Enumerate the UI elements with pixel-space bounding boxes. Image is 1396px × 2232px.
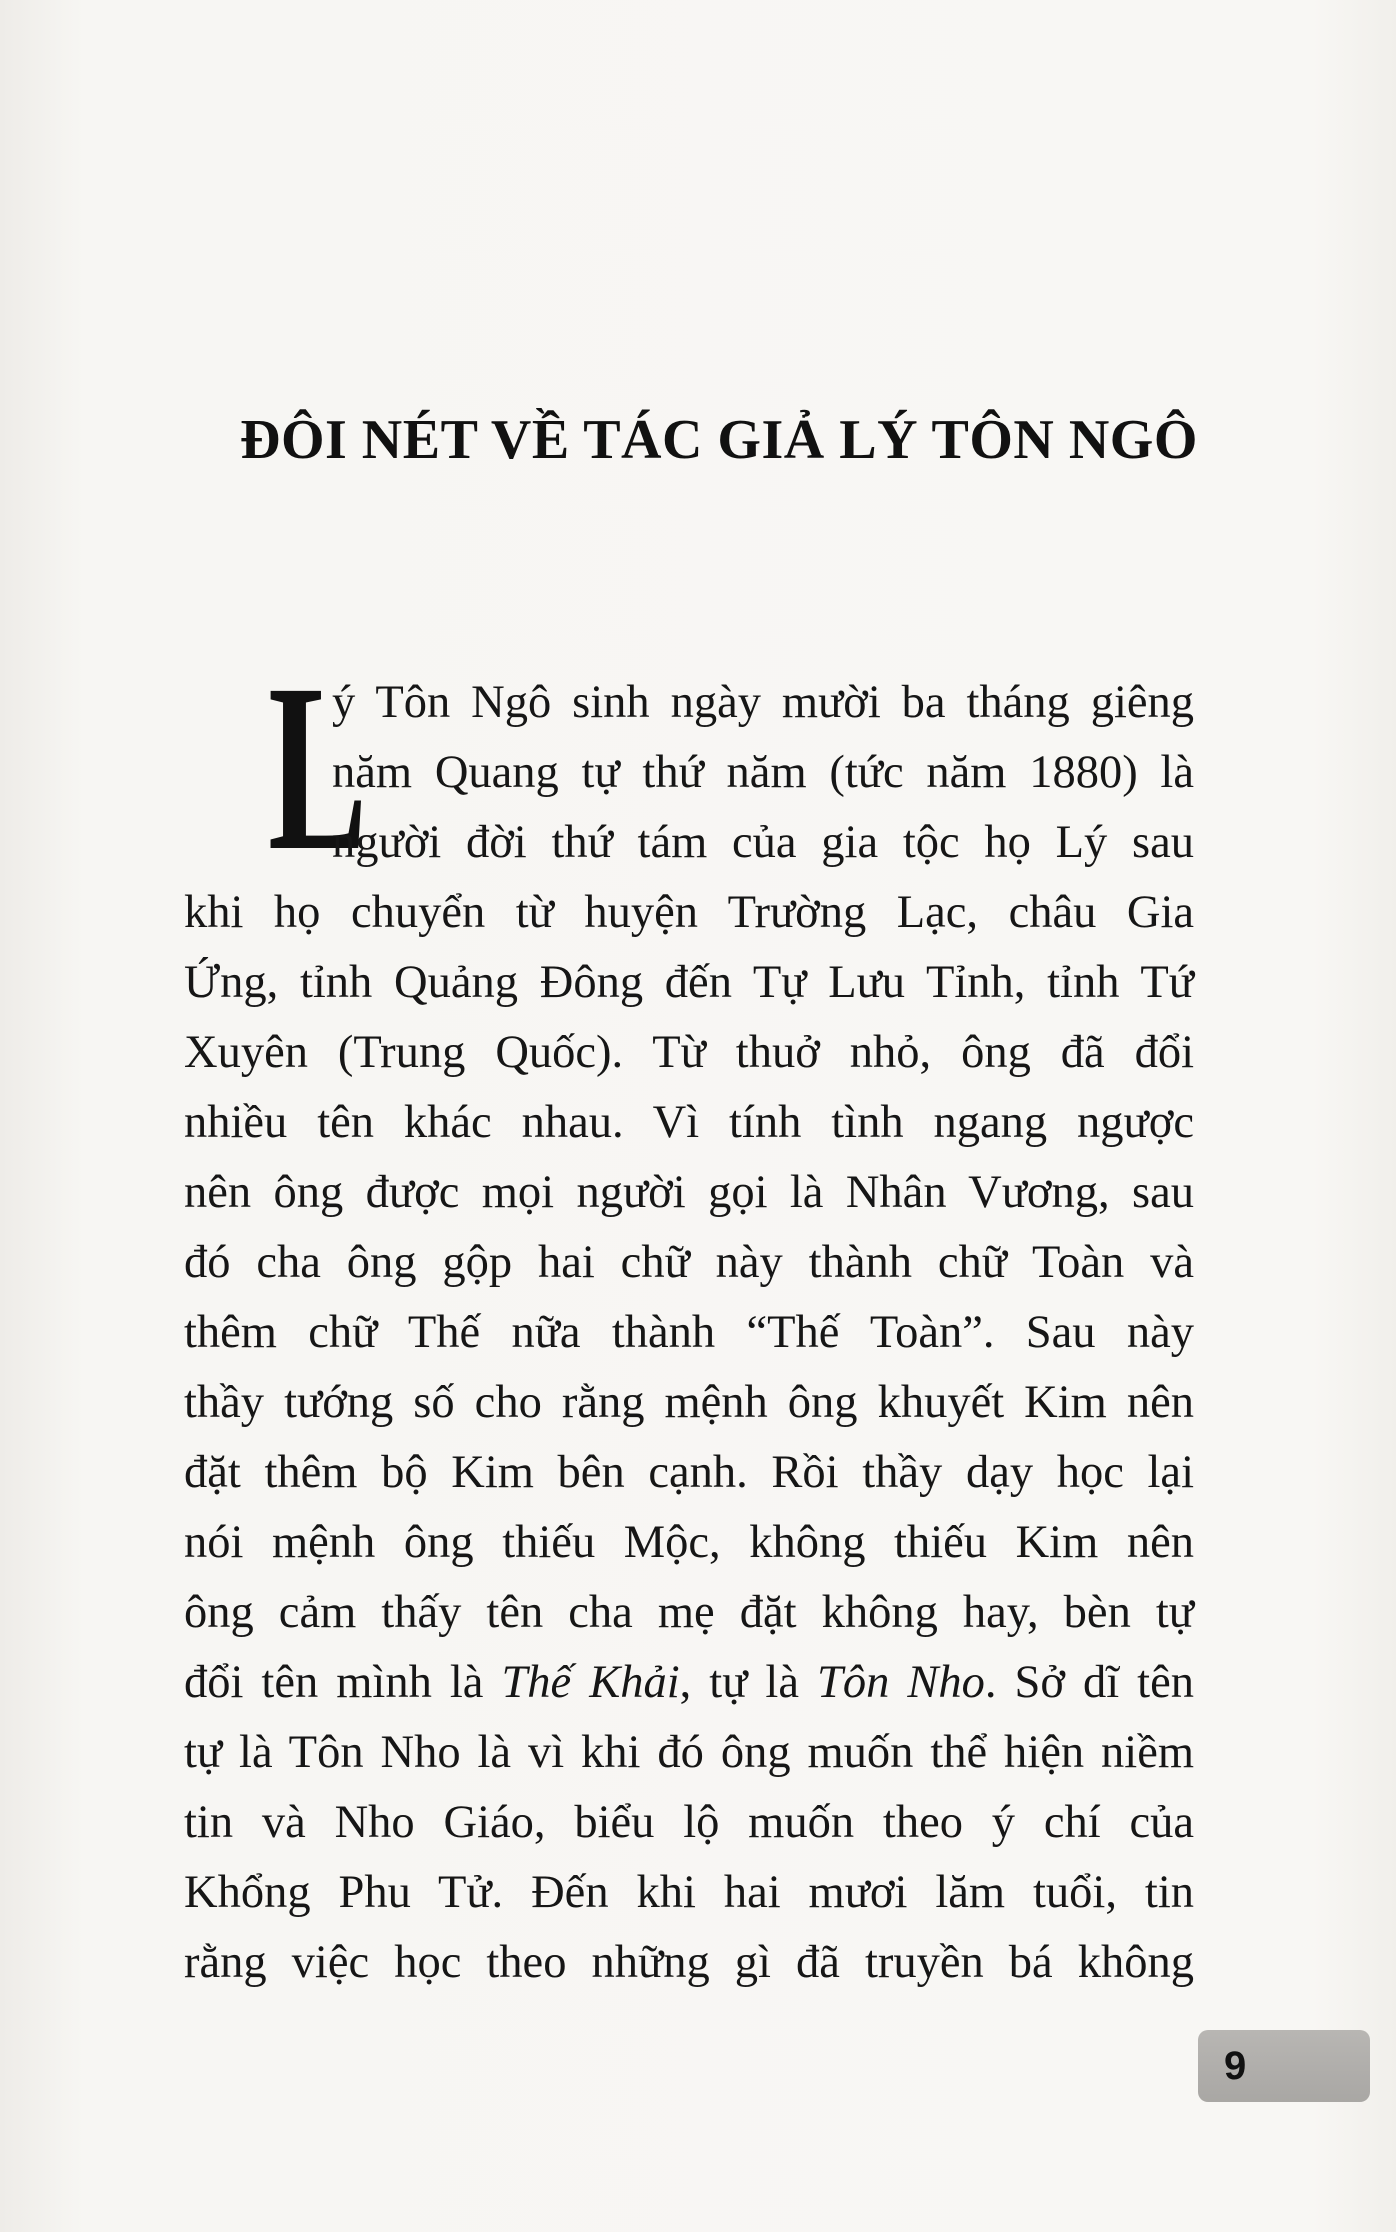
- text-line: ý Tôn Ngô sinh ngày mười ba tháng giêng: [332, 677, 1194, 728]
- text-line: thầy tướng số cho rằng mệnh ông khuyết Kim nên: [184, 1377, 1194, 1428]
- text-line: rằng việc học theo những gì đã truyền bá không: [184, 1937, 1194, 1988]
- text-line: khi họ chuyển từ huyện Trường Lạc, châu Gia: [184, 887, 1194, 938]
- text-line: năm Quang tự thứ năm (tức năm 1880) là: [332, 747, 1194, 798]
- italic-name-the-khai: Thế Khải: [501, 1657, 680, 1708]
- text-line: nên ông được mọi người gọi là Nhân Vương, sau: [184, 1167, 1194, 1218]
- text-line: đặt thêm bộ Kim bên cạnh. Rồi thầy dạy học lại: [184, 1447, 1194, 1498]
- drop-cap: L: [268, 634, 368, 900]
- text-line: người đời thứ tám của gia tộc họ Lý sau: [332, 817, 1194, 868]
- text-line: đó cha ông gộp hai chữ này thành chữ Toàn và: [184, 1237, 1194, 1288]
- chapter-title: ĐÔI NÉT VỀ TÁC GIẢ LÝ TÔN NGÔ: [240, 409, 1198, 471]
- text-line: Ứng, tỉnh Quảng Đông đến Tự Lưu Tỉnh, tỉnh Tứ: [184, 957, 1194, 1008]
- text-line: nói mệnh ông thiếu Mộc, không thiếu Kim nên: [184, 1517, 1194, 1568]
- italic-name-ton-nho: Tôn Nho: [817, 1657, 985, 1708]
- text-line: Xuyên (Trung Quốc). Từ thuở nhỏ, ông đã đổi: [184, 1027, 1194, 1078]
- text-line: tự là Tôn Nho là vì khi đó ông muốn thể hiện niềm: [184, 1727, 1194, 1778]
- text-line: nhiều tên khác nhau. Vì tính tình ngang ngược: [184, 1097, 1194, 1148]
- text-line-with-italics: [184, 1648, 1194, 1718]
- line-segment: đổi tên mình là: [184, 1657, 502, 1708]
- body-paragraph: [184, 634, 1194, 1998]
- line-segment: , tự là: [679, 1657, 817, 1708]
- page-number: 9: [1224, 2043, 1247, 2088]
- text-line: tin và Nho Giáo, biểu lộ muốn theo ý chí của: [184, 1797, 1194, 1848]
- text-line: Khổng Phu Tử. Đến khi hai mươi lăm tuổi, tin: [184, 1867, 1194, 1918]
- text-line: thêm chữ Thế nữa thành “Thế Toàn”. Sau này: [184, 1307, 1194, 1358]
- text-line: ông cảm thấy tên cha mẹ đặt không hay, bèn tự: [184, 1587, 1194, 1638]
- page-number-tab: [1198, 2030, 1370, 2102]
- line-segment: . Sở dĩ tên: [984, 1657, 1194, 1708]
